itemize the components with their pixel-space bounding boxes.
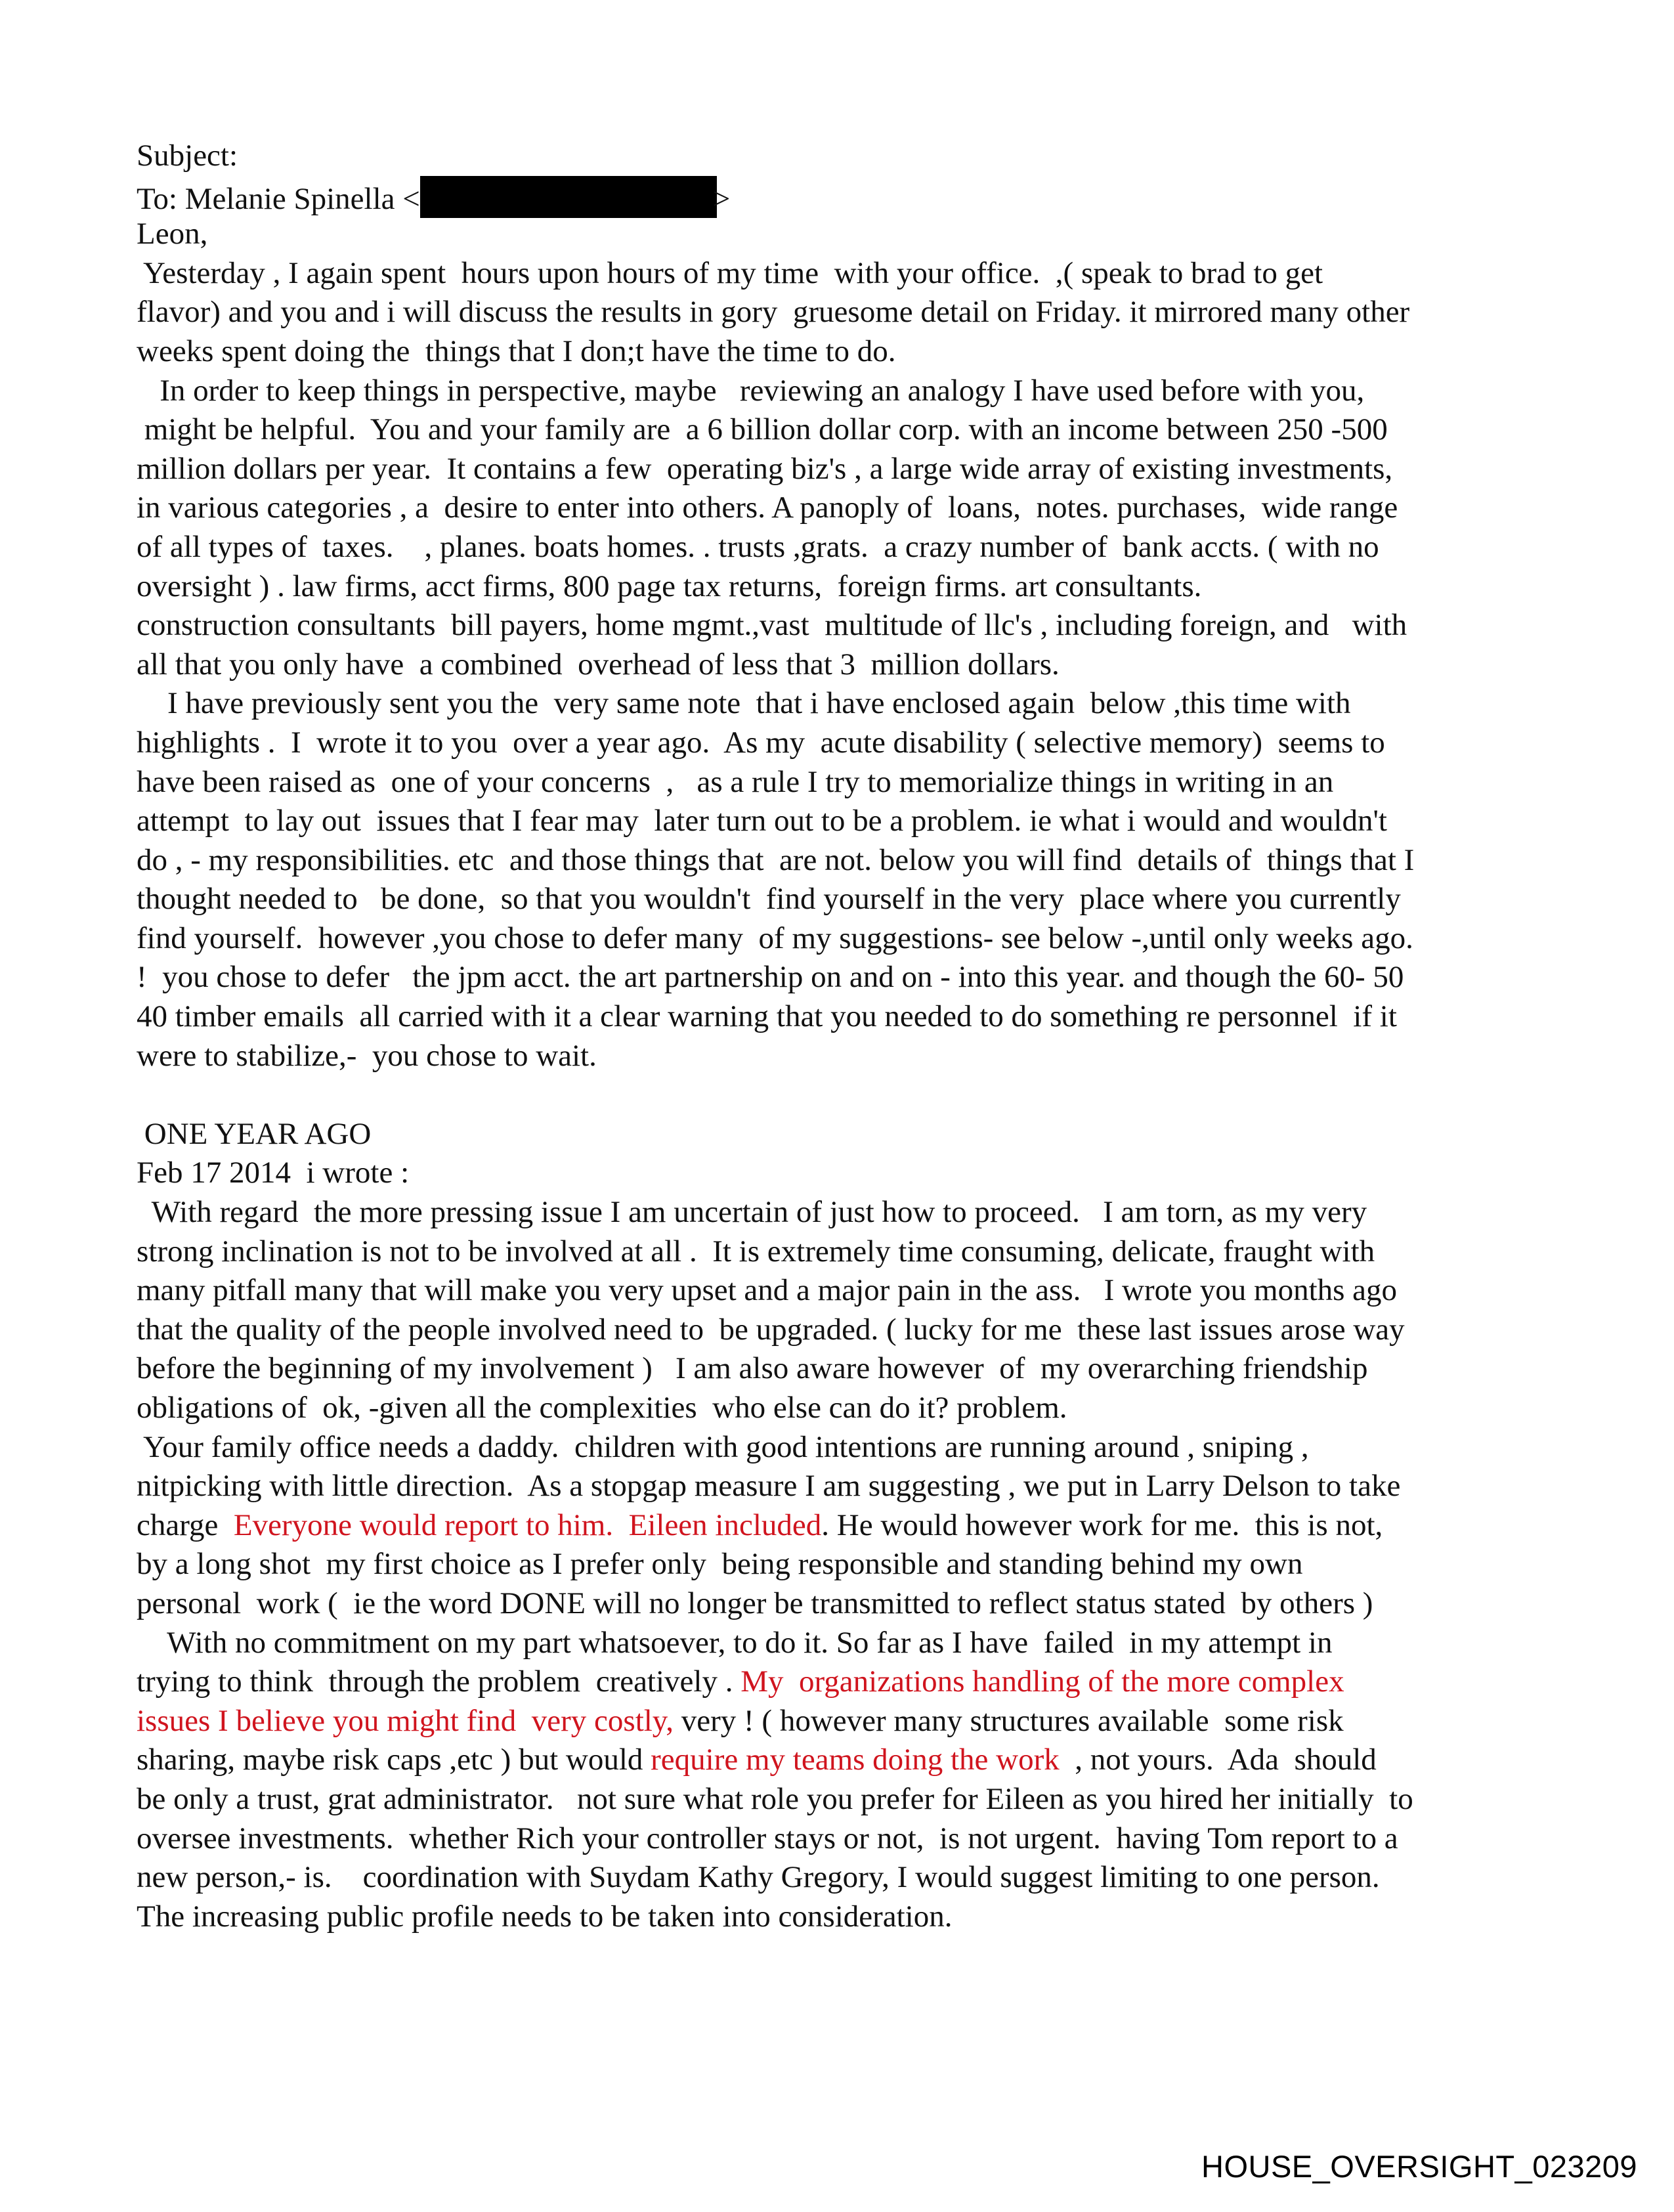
quoted-line [137, 1232, 1581, 1272]
text-segment: Your family office needs a daddy. children with good intentions are running around , sniping , [137, 1429, 1309, 1464]
quoted-line [137, 1271, 1581, 1311]
text-segment: many pitfall many that will make you very upset and a major pain in the ass. I wrote you months ago [137, 1273, 1398, 1308]
body-line: 40 timber emails all carried with it a clear warning that you needed to do something re personnel if it [137, 999, 1397, 1034]
body-line: do , - my responsibilities. etc and those things that are not. below you will find details of things that I [137, 842, 1415, 877]
body-line: were to stabilize,- you chose to wait. [137, 1038, 597, 1073]
body-line: thought needed to be done, so that you wouldn't find yourself in the very place where you currently [137, 882, 1401, 917]
highlighted-text: My organizations handling of the more complex [740, 1664, 1344, 1699]
quoted-line [137, 1389, 1581, 1428]
quoted-line [137, 1819, 1581, 1859]
quoted-line [137, 1193, 1581, 1232]
body-line: I have previously sent you the very same note that i have enclosed again below ,this time with [137, 686, 1351, 721]
text-segment: new person,- is. coordination with Suydam Kathy Gregory, I would suggest limiting to one person. [137, 1860, 1380, 1895]
body-line: highlights . I wrote it to you over a year ago. As my acute disability ( selective memory) seems to [137, 725, 1385, 760]
text-segment: obligations of ok, -given all the complexities who else can do it? problem. [137, 1391, 1067, 1425]
email-document [137, 137, 1581, 1936]
redaction-box [420, 176, 717, 218]
text-segment: that the quality of the people involved need to be upgraded. ( lucky for me these last issues arose way [137, 1312, 1405, 1347]
body-line: million dollars per year. It contains a few operating biz's , a large wide array of existing investments, [137, 451, 1393, 486]
text-segment: oversee investments. whether Rich your controller stays or not, is not urgent. having Tom report to a [137, 1821, 1398, 1855]
to-line [137, 176, 1581, 215]
highlighted-text: issues I believe you might find very costly, [137, 1703, 674, 1738]
quoted-line [137, 1741, 1581, 1780]
text-segment: strong inclination is not to be involved at all . It is extremely time consuming, delicate, fraught with [137, 1234, 1375, 1269]
quoted-body [137, 1193, 1581, 1936]
body-line: might be helpful. You and your family are a 6 billion dollar corp. with an income between 250 -500 [137, 412, 1388, 447]
to-recipient: To: Melanie Spinella < [137, 181, 420, 216]
quoted-line [137, 1702, 1581, 1741]
body-line: attempt to lay out issues that I fear may later turn out to be a problem. ie what i would and wouldn't [137, 804, 1387, 838]
text-segment: With regard the more pressing issue I am uncertain of just how to proceed. I am torn, as my very [137, 1195, 1367, 1230]
text-segment: sharing, maybe risk caps ,etc ) but would [137, 1743, 651, 1777]
subject-label: Subject: [137, 139, 238, 173]
quoted-line [137, 1545, 1581, 1584]
quoted-line [137, 1662, 1581, 1702]
highlighted-text: Everyone would report to him. Eileen included [233, 1507, 822, 1542]
text-segment: The increasing public profile needs to be taken into consideration. [137, 1899, 953, 1934]
quoted-line [137, 1428, 1581, 1467]
quoted-line [137, 1584, 1581, 1624]
text-segment: , not yours. Ada should [1059, 1743, 1377, 1777]
quoted-date-line: Feb 17 2014 i wrote : [137, 1156, 410, 1190]
quoted-line [137, 1467, 1581, 1506]
quoted-line [137, 1858, 1581, 1898]
quoted-line [137, 1506, 1581, 1546]
text-segment: trying to think through the problem creatively . [137, 1664, 741, 1699]
body-line: have been raised as one of your concerns , as a rule I try to memorialize things in writing in an [137, 764, 1334, 799]
text-segment: nitpicking with little direction. As a stopgap measure I am suggesting , we put in Larry Delson to take [137, 1469, 1401, 1504]
body-line: construction consultants bill payers, home mgmt.,vast multitude of llc's , including foreign, and with [137, 608, 1407, 643]
body-line: all that you only have a combined overhead of less that 3 million dollars. [137, 647, 1060, 682]
body-line: oversight ) . law firms, acct firms, 800 page tax returns, foreign firms. art consultants. [137, 569, 1202, 603]
body-line: weeks spent doing the things that I don;t have the time to do. [137, 334, 896, 368]
quoted-heading: ONE YEAR AGO [137, 1116, 372, 1151]
intro-body [137, 254, 1581, 1075]
salutation: Leon, [137, 217, 208, 251]
text-segment: before the beginning of my involvement ) I am also aware however of my overarching friendship [137, 1351, 1368, 1386]
body-line: in various categories , a desire to enter into others. A panoply of loans, notes. purchases, wide range [137, 490, 1398, 525]
body-line: ! you chose to defer the jpm acct. the art partnership on and on - into this year. and though the 60- 50 [137, 960, 1404, 995]
quoted-line [137, 1311, 1581, 1350]
body-line: Yesterday , I again spent hours upon hours of my time with your office. ,( speak to brad to get [137, 255, 1323, 290]
section-gap [137, 1075, 1581, 1115]
text-segment: very ! ( however many structures available some risk [674, 1703, 1344, 1738]
body-line: of all types of taxes. , planes. boats homes. . trusts ,grats. a crazy number of bank accts. ( with no [137, 529, 1379, 564]
quoted-line [137, 1624, 1581, 1663]
text-segment: charge [137, 1507, 234, 1542]
body-line: flavor) and you and i will discuss the results in gory gruesome detail on Friday. it mirrored many other [137, 295, 1410, 330]
text-segment: personal work ( ie the word DONE will no longer be transmitted to reflect status stated by others ) [137, 1586, 1373, 1620]
quoted-line [137, 1898, 1581, 1937]
to-suffix: > [712, 181, 731, 216]
subject-line [137, 137, 1581, 176]
text-segment: by a long shot my first choice as I prefer only being responsible and standing behind my own [137, 1547, 1303, 1582]
body-line: find yourself. however ,you chose to defer many of my suggestions- see below -,until only weeks ago. [137, 921, 1413, 955]
body-line: In order to keep things in perspective, maybe reviewing an analogy I have used before with you, [137, 373, 1365, 408]
quoted-line [137, 1349, 1581, 1389]
text-segment: be only a trust, grat administrator. not sure what role you prefer for Eileen as you hired her initially to [137, 1781, 1413, 1816]
quoted-line [137, 1780, 1581, 1819]
text-segment: . He would however work for me. this is not, [821, 1507, 1383, 1542]
highlighted-text: require my teams doing the work [651, 1743, 1060, 1777]
text-segment: With no commitment on my part whatsoever, to do it. So far as I have failed in my attempt in [137, 1625, 1333, 1660]
bates-number: HOUSE_OVERSIGHT_023209 [1201, 2149, 1638, 2184]
